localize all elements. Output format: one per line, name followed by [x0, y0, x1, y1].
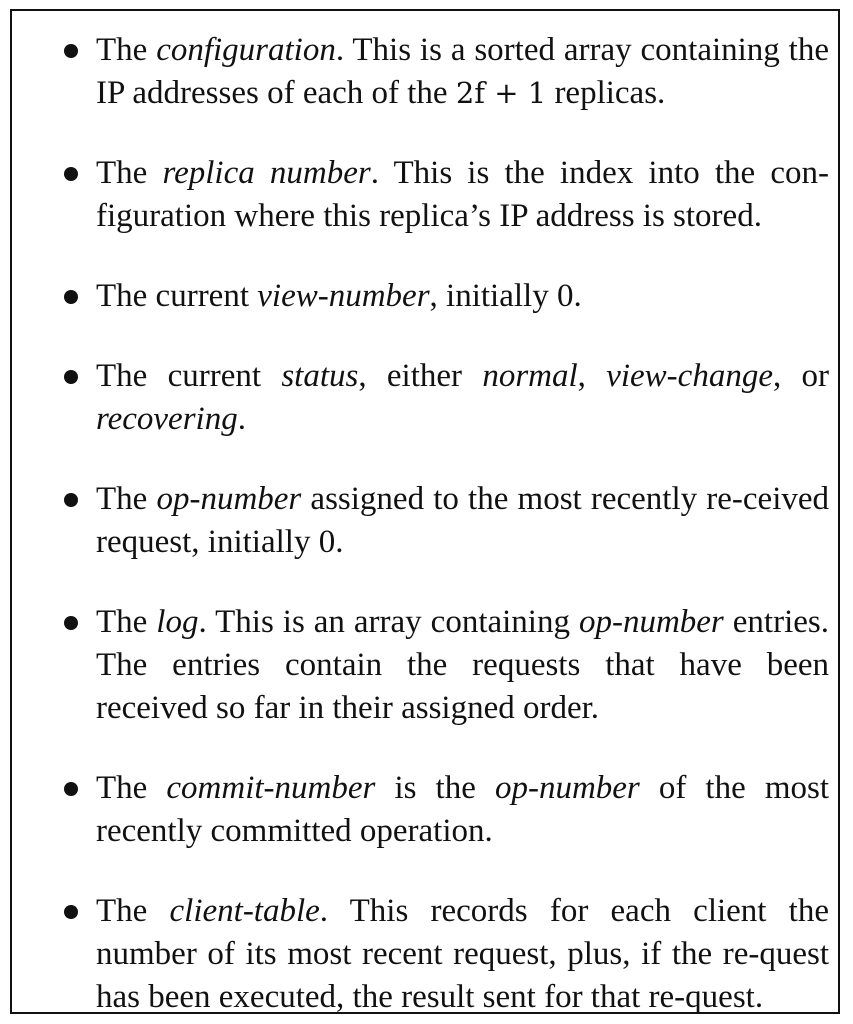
term-op-number: op-number [578, 604, 724, 640]
text-segment: entries. The entries contain the requests that have been received so far in their assigned order. [96, 604, 829, 726]
text-segment: The [96, 32, 157, 68]
bullet-icon [64, 290, 78, 304]
bullet-icon [64, 493, 78, 507]
text-segment: . [237, 401, 246, 437]
text-segment: replicas. [546, 75, 666, 111]
text-segment: The [96, 155, 163, 191]
text-segment: The current [96, 278, 258, 314]
bullet-icon [64, 44, 78, 58]
list-item [12, 29, 838, 115]
list-item [12, 152, 838, 238]
text-segment: . This is an array containing [198, 604, 579, 640]
list-item [12, 601, 838, 730]
text-segment: The [96, 481, 157, 517]
term-recovering: recovering [96, 401, 238, 437]
boxed-figure [10, 9, 840, 1014]
item-text [96, 358, 829, 437]
bullet-icon [64, 167, 78, 181]
term-commit-number: commit-number [166, 770, 376, 806]
text-segment: , or [772, 358, 829, 394]
term-client-table: client-table [169, 893, 320, 929]
term-op-number: op-number [156, 481, 302, 517]
bullet-icon [64, 616, 78, 630]
text-segment: , initially 0. [429, 278, 582, 314]
bullet-icon [64, 782, 78, 796]
term-normal: normal [482, 358, 578, 394]
list-item [12, 767, 838, 853]
term-view-change: view-change [606, 358, 773, 394]
term-log: log [156, 604, 199, 640]
list-item [12, 478, 838, 564]
term-op-number: op-number [494, 770, 640, 806]
text-segment: . This is a sorted array containing the IP addresses of each of the [96, 32, 829, 111]
item-text [96, 278, 582, 314]
term-replica-number: replica number [162, 155, 371, 191]
text-segment: is the [375, 770, 495, 806]
text-segment: , [577, 358, 607, 394]
term-status: status [281, 358, 359, 394]
item-text [96, 155, 829, 234]
item-text [96, 32, 829, 111]
text-segment: The [96, 893, 170, 929]
text-segment: . This records for each client the number of its most recent request, plus, if the re-quest has been executed, the result sent for that re-quest. [96, 893, 829, 1015]
item-text [96, 481, 829, 560]
list-item [12, 355, 838, 441]
item-text [96, 893, 829, 1015]
replica-state-list [12, 29, 838, 1019]
math-expression: 2f + 1 [455, 76, 547, 110]
text-segment: The [96, 604, 157, 640]
item-text [96, 604, 829, 726]
item-text [96, 770, 829, 849]
bullet-icon [64, 370, 78, 384]
text-segment: . This is the index into the con-figuration where this replica’s IP address is stored. [96, 155, 829, 234]
text-segment: of the most recently committed operation. [96, 770, 830, 849]
text-segment: assigned to the most recently re-ceived request, initially 0. [96, 481, 830, 560]
text-segment: , either [358, 358, 483, 394]
list-item [12, 275, 838, 318]
text-segment: The current [96, 358, 282, 394]
bullet-icon [64, 905, 78, 919]
term-view-number: view-number [257, 278, 430, 314]
term-configuration: configuration [156, 32, 336, 68]
list-item [12, 890, 838, 1019]
text-segment: The [96, 770, 167, 806]
